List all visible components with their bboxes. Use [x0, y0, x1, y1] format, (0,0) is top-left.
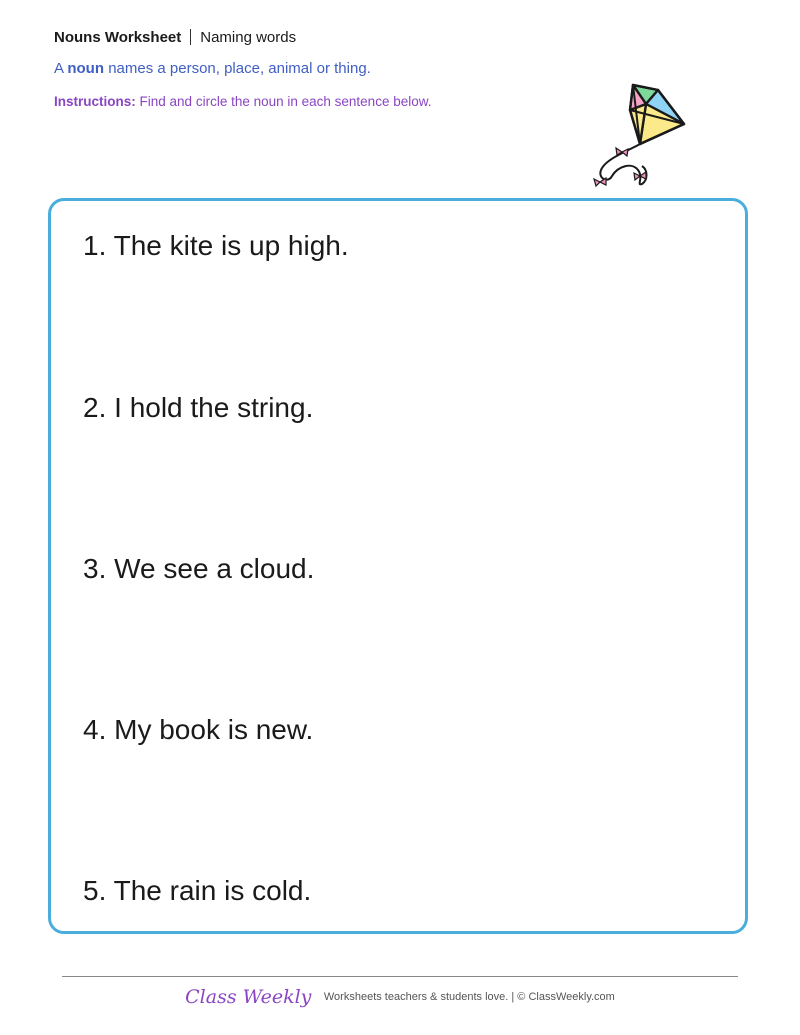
definition-keyword: noun [67, 60, 105, 77]
kite-icon [578, 80, 693, 195]
brand-logo: Class Weekly [185, 986, 312, 1008]
sentence-2[interactable]: 2. I hold the string. [83, 392, 314, 423]
worksheet-title: Nouns Worksheet [54, 29, 182, 46]
worksheet-header [54, 28, 296, 48]
footer-divider [62, 976, 738, 977]
definition-rest: names a person, place, animal or thing. [108, 60, 371, 77]
instructions-text: Find and circle the noun in each sentence below. [139, 94, 432, 109]
worksheet-subtitle: Naming words [200, 29, 297, 46]
header-divider [190, 29, 191, 45]
instructions-label: Instructions: [54, 94, 136, 109]
definition-prefix: A [54, 60, 64, 77]
noun-definition [54, 59, 371, 79]
sentence-3[interactable]: 3. We see a cloud. [83, 553, 315, 584]
footer-tagline: Worksheets teachers & students love. | © ClassWeekly.com [323, 991, 615, 1003]
footer [0, 986, 800, 1008]
sentence-box [48, 198, 748, 934]
sentence-5[interactable]: 5. The rain is cold. [83, 875, 312, 906]
sentence-4[interactable]: 4. My book is new. [83, 714, 314, 745]
instructions [54, 93, 431, 111]
sentence-1[interactable]: 1. The kite is up high. [83, 230, 349, 261]
